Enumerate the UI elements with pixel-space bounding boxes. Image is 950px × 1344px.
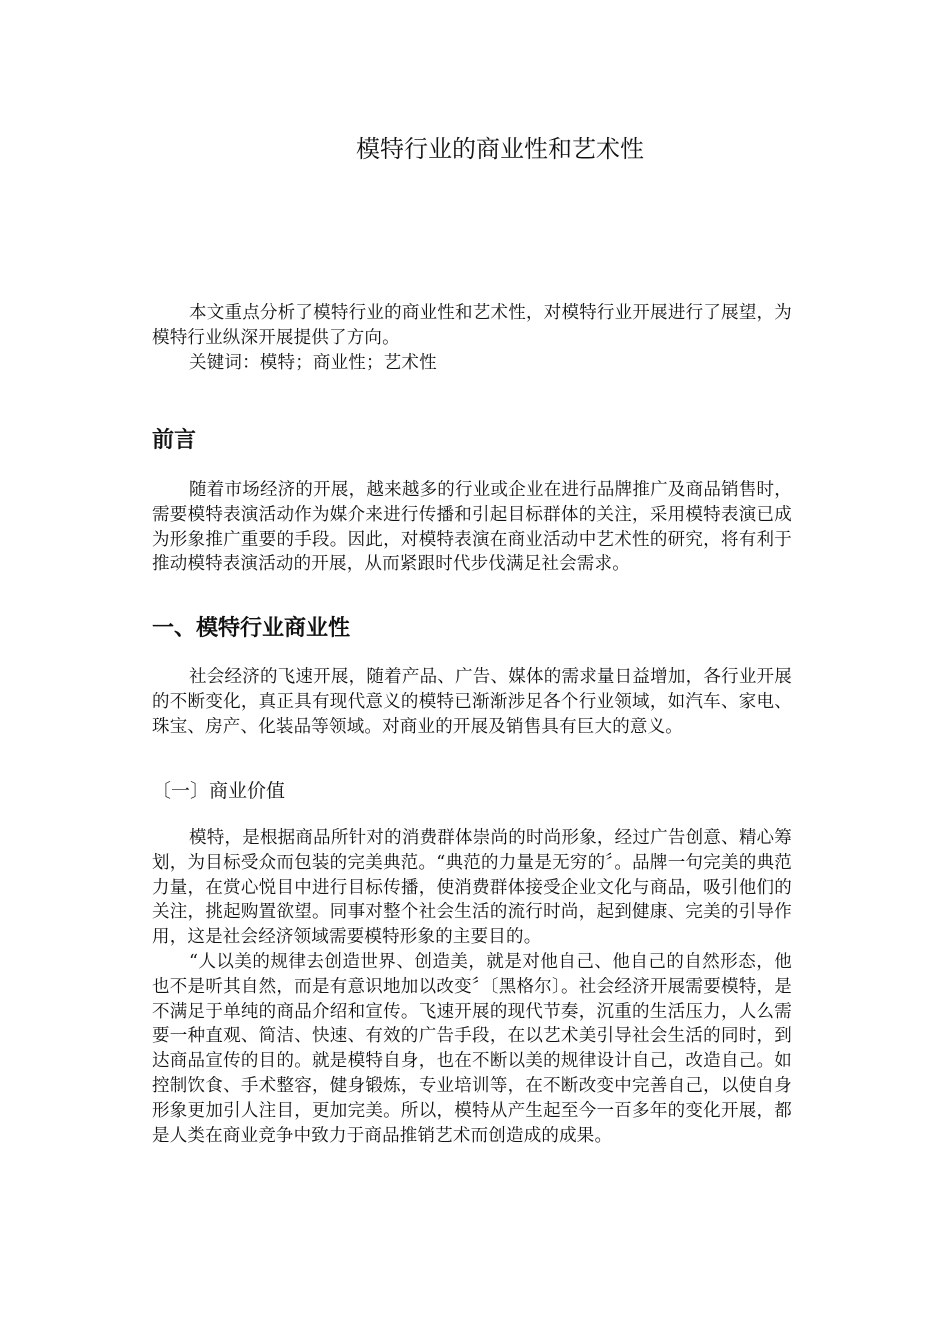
preface-paragraph: 随着市场经济的开展，越来越多的行业或企业在进行品牌推广及商品销售时，需要模特表演活动作为媒介来进行传播和引起目标群体的关注，采用模特表演已成为形象推广重要的手段。因此，对模特表演在商业活动中艺术性的研究，将有利于推动模特表演活动的开展，从而紧跟时代步伐满足社会需求。 bbox=[152, 480, 792, 575]
document-title: 模特行业的商业性和艺术性 bbox=[356, 135, 644, 163]
section1-heading: 一、模特行业商业性 bbox=[152, 616, 351, 641]
preface-body bbox=[152, 478, 792, 577]
abstract-section bbox=[152, 301, 792, 375]
section1-paragraph: 社会经济的飞速开展，随着产品、广告、媒体的需求量日益增加，各行业开展的不断变化，真正具有现代意义的模特已渐渐涉足各个行业领域，如汽车、家电、珠宝、房产、化装品等领域。对商业的开展及销售具有巨大的意义。 bbox=[152, 667, 792, 737]
subsection1-heading: 〔一〕商业价值 bbox=[152, 780, 286, 802]
subsection1-paragraph-1: 模特，是根据商品所针对的消费群体崇尚的时尚形象，经过广告创意、精心筹划，为目标受众而包装的完美典范。“典范的力量是无穷的〞。品牌一句完美的典范力量，在赏心悦目中进行目标传播，使消费群体接受企业文化与商品，吸引他们的关注，挑起购置欲望。同事对整个社会生活的流行时尚，起到健康、完美的引导作用，这是社会经济领域需要模特形象的主要目的。 bbox=[152, 828, 792, 948]
abstract-paragraph: 本文重点分析了模特行业的商业性和艺术性，对模特行业开展进行了展望，为模特行业纵深开展提供了方向。 bbox=[152, 303, 792, 348]
section1-header bbox=[152, 614, 792, 644]
keywords-line: 关键词：模特；商业性；艺术性 bbox=[189, 352, 437, 373]
preface-section bbox=[152, 426, 792, 456]
subsection1-header bbox=[152, 777, 792, 805]
subsection1-paragraph-2: “人以美的规律去创造世界、创造美，就是对他自己、他自己的自然形态，他也不是听其自然，而是有意识地加以改变〞〔黑格尔〕。社会经济开展需要模特，是不满足于单纯的商品介绍和宣传。飞速开展的现代节奏，沉重的生活压力，人么需要一种直观、简洁、快速、有效的广告手段，在以艺术美引导社会生活的同时，到达商品宣传的目的。就是模特自身，也在不断以美的规律设计自己，改造自己。如控制饮食、手术整容，健身锻炼，专业培训等，在不断改变中完善自己，以使自身形象更加引人注目，更加完美。所以，模特从产生起至今一百多年的变化开展，都是人类在商业竞争中致力于商品推销艺术而创造成的成果。 bbox=[152, 951, 792, 1146]
subsection1-body bbox=[152, 826, 792, 1148]
preface-heading: 前言 bbox=[152, 428, 197, 453]
section1-body bbox=[152, 665, 792, 739]
